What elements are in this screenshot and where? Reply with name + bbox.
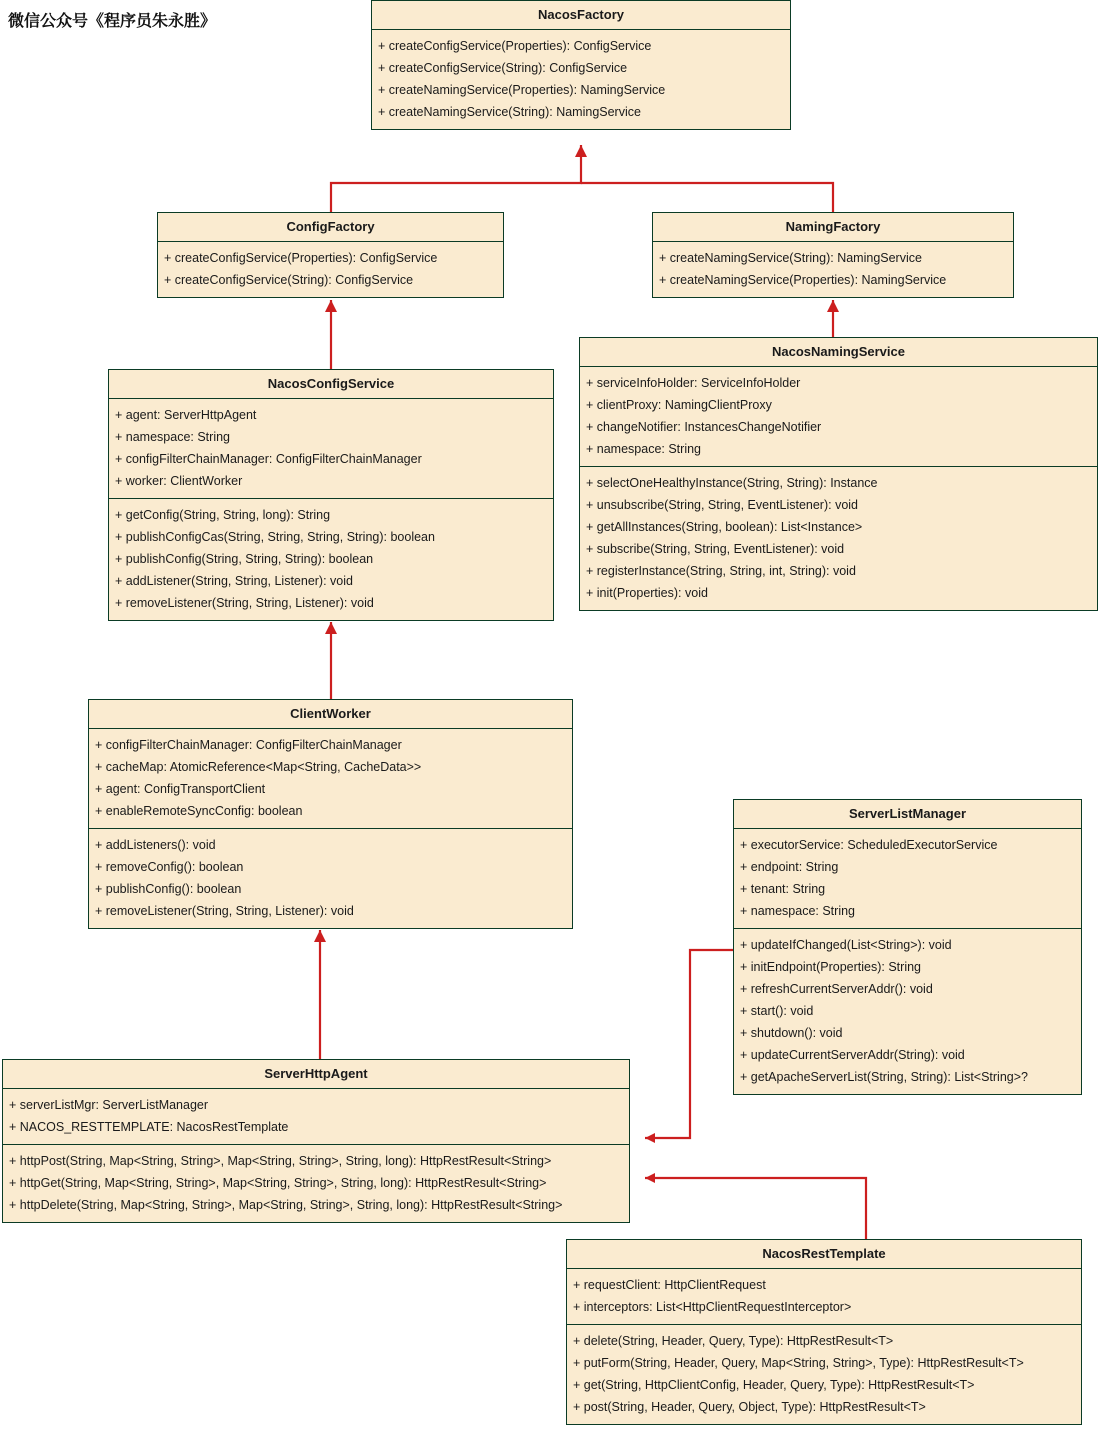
class-member: + putForm(String, Header, Query, Map<String, String>, Type): HttpRestResult<T> [573, 1356, 1024, 1370]
class-member: + changeNotifier: InstancesChangeNotifier [586, 420, 822, 434]
class-member: + serverListMgr: ServerListManager [9, 1098, 209, 1112]
class-member: + delete(String, Header, Query, Type): HttpRestResult<T> [573, 1334, 894, 1348]
class-member: + namespace: String [740, 904, 855, 918]
class-title: NamingFactory [653, 213, 1013, 242]
class-member: + cacheMap: AtomicReference<Map<String, CacheData>> [95, 760, 422, 774]
class-member: + updateCurrentServerAddr(String): void [740, 1048, 965, 1062]
class-member: + publishConfig(): boolean [95, 882, 242, 896]
class-title: ServerListManager [734, 800, 1081, 829]
class-member: + NACOS_RESTTEMPLATE: NacosRestTemplate [9, 1120, 289, 1134]
class-member: + httpGet(String, Map<String, String>, Map<String, String>, String, long): HttpRestResult<String> [9, 1176, 547, 1190]
class-member: + configFilterChainManager: ConfigFilterChainManager [115, 452, 422, 466]
class-member: + init(Properties): void [586, 586, 708, 600]
class-member: + getApacheServerList(String, String): List<String>? [740, 1070, 1028, 1084]
class-member: + initEndpoint(Properties): String [740, 960, 921, 974]
class-member: + createNamingService(String): NamingService [659, 251, 922, 265]
class-member: + updateIfChanged(List<String>): void [740, 938, 952, 952]
class-attributes [89, 729, 572, 828]
class-member: + endpoint: String [740, 860, 839, 874]
class-member: + removeConfig(): boolean [95, 860, 244, 874]
uml-class-server-list-manager[interactable] [733, 799, 1082, 1095]
class-title: NacosConfigService [109, 370, 553, 399]
class-member: + configFilterChainManager: ConfigFilterChainManager [95, 738, 402, 752]
class-member: + requestClient: HttpClientRequest [573, 1278, 766, 1292]
class-methods [567, 1324, 1081, 1424]
uml-class-nacos-naming-service[interactable] [579, 337, 1098, 611]
class-member: + createConfigService(String): ConfigService [164, 273, 414, 287]
class-methods [580, 466, 1097, 610]
class-member: + unsubscribe(String, String, EventListener): void [586, 498, 859, 512]
class-member: + getAllInstances(String, boolean): List<Instance> [586, 520, 863, 534]
class-member: + publishConfigCas(String, String, String, String): boolean [115, 530, 435, 544]
uml-class-config-factory[interactable] [157, 212, 504, 298]
class-title: NacosFactory [372, 1, 790, 30]
class-methods [89, 828, 572, 928]
uml-class-nacos-rest-template[interactable] [566, 1239, 1082, 1425]
class-member: + tenant: String [740, 882, 826, 896]
class-member: + removeListener(String, String, Listener): void [95, 904, 354, 918]
class-member: + executorService: ScheduledExecutorService [740, 838, 998, 852]
class-member: + httpPost(String, Map<String, String>, Map<String, String>, String, long): HttpRestResult<String> [9, 1154, 552, 1168]
class-member: + shutdown(): void [740, 1026, 843, 1040]
class-member: + createConfigService(Properties): ConfigService [164, 251, 438, 265]
class-attributes [567, 1269, 1081, 1324]
class-methods [734, 928, 1081, 1094]
class-member: + interceptors: List<HttpClientRequestInterceptor> [573, 1300, 852, 1314]
class-attributes [734, 829, 1081, 928]
class-member: + enableRemoteSyncConfig: boolean [95, 804, 303, 818]
class-methods [3, 1144, 629, 1222]
class-member: + namespace: String [586, 442, 701, 456]
class-member: + agent: ConfigTransportClient [95, 782, 266, 796]
uml-class-client-worker[interactable] [88, 699, 573, 929]
class-attributes [109, 399, 553, 498]
class-attributes [580, 367, 1097, 466]
class-member: + get(String, HttpClientConfig, Header, Query, Type): HttpRestResult<T> [573, 1378, 975, 1392]
class-title: NacosNamingService [580, 338, 1097, 367]
class-member: + createNamingService(Properties): NamingService [659, 273, 947, 287]
class-member: + namespace: String [115, 430, 230, 444]
class-member: + createNamingService(Properties): NamingService [378, 83, 666, 97]
class-member: + start(): void [740, 1004, 814, 1018]
class-methods [109, 498, 553, 620]
uml-class-naming-factory[interactable] [652, 212, 1014, 298]
class-methods [653, 242, 1013, 297]
uml-class-server-http-agent[interactable] [2, 1059, 630, 1223]
class-member: + addListeners(): void [95, 838, 216, 852]
class-member: + publishConfig(String, String, String): boolean [115, 552, 374, 566]
class-member: + subscribe(String, String, EventListener): void [586, 542, 845, 556]
uml-class-nacos-config-service[interactable] [108, 369, 554, 621]
class-member: + clientProxy: NamingClientProxy [586, 398, 772, 412]
class-member: + removeListener(String, String, Listener): void [115, 596, 374, 610]
class-title: NacosRestTemplate [567, 1240, 1081, 1269]
class-member: + getConfig(String, String, long): String [115, 508, 331, 522]
class-methods [372, 30, 790, 129]
class-member: + post(String, Header, Query, Object, Type): HttpRestResult<T> [573, 1400, 926, 1414]
class-member: + serviceInfoHolder: ServiceInfoHolder [586, 376, 801, 390]
class-member: + createConfigService(String): ConfigService [378, 61, 628, 75]
class-member: + selectOneHealthyInstance(String, String): Instance [586, 476, 878, 490]
class-member: + registerInstance(String, String, int, String): void [586, 564, 856, 578]
class-methods [158, 242, 503, 297]
class-title: ClientWorker [89, 700, 572, 729]
class-member: + addListener(String, String, Listener): void [115, 574, 353, 588]
class-member: + createConfigService(Properties): ConfigService [378, 39, 652, 53]
class-title: ConfigFactory [158, 213, 503, 242]
class-attributes [3, 1089, 629, 1144]
class-member: + refreshCurrentServerAddr(): void [740, 982, 933, 996]
class-member: + agent: ServerHttpAgent [115, 408, 257, 422]
class-member: + httpDelete(String, Map<String, String>, Map<String, String>, String, long): HttpRestResult<String> [9, 1198, 563, 1212]
class-member: + worker: ClientWorker [115, 474, 243, 488]
watermark-text: 微信公众号《程序员朱永胜》 [8, 13, 217, 30]
uml-class-nacos-factory[interactable] [371, 0, 791, 130]
class-title: ServerHttpAgent [3, 1060, 629, 1089]
class-member: + createNamingService(String): NamingService [378, 105, 641, 119]
